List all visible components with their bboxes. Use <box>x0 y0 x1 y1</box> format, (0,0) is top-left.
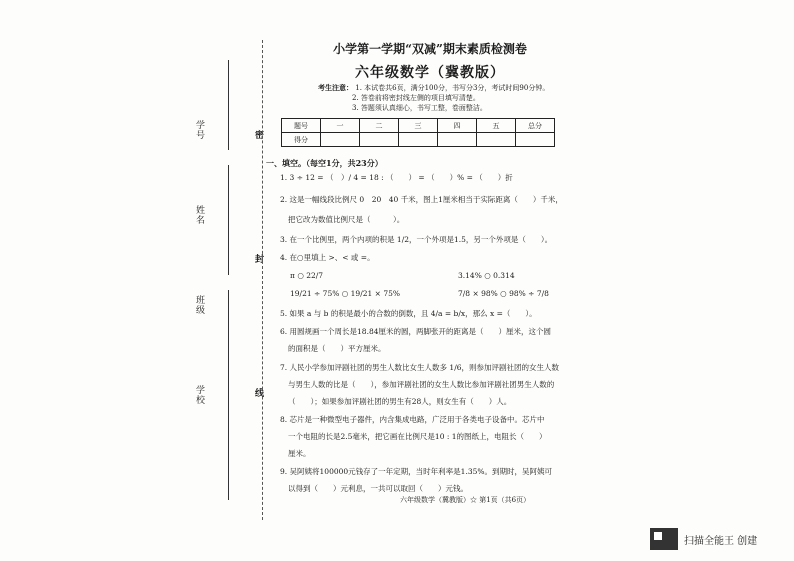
question-2-cont: 把它改为数值比例尺是（ ）。 <box>288 215 405 224</box>
scanner-watermark <box>650 528 757 550</box>
question-2: 2. 这是一幅线段比例尺 0 20 40 千米，图上1厘米相当于实际距离（ ）千米， <box>280 195 563 204</box>
score-input-cell[interactable] <box>321 133 360 147</box>
question-1: 1. 3 ÷ 12 = （ ）/ 4 = 18 : （ ） = （ ）% = （ ）折 <box>280 173 513 182</box>
camscanner-logo-icon <box>650 528 678 550</box>
seal-char-xian: 线 <box>255 389 265 399</box>
score-input-cell[interactable] <box>399 133 438 147</box>
question-4-b: 3.14% ○ 0.314 <box>458 271 515 280</box>
score-cell: 四 <box>438 119 477 133</box>
notice-line: 2. 答卷前将密封线左侧的项目填写清楚。 <box>352 94 480 102</box>
exam-title: 小学第一学期“双减”期末素质检测卷 <box>333 42 527 56</box>
score-input-cell[interactable] <box>516 133 555 147</box>
question-4-c: 19/21 ÷ 75% ○ 19/21 × 75% <box>290 289 400 298</box>
question-9: 9. 吴阿姨将100000元钱存了一年定期，当时年利率是1.35%。到期时，吴阿姨可 <box>280 467 552 476</box>
score-cell: 题号 <box>282 119 321 133</box>
score-input-cell[interactable] <box>438 133 477 147</box>
score-cell: 三 <box>399 119 438 133</box>
side-field-student-id: 学号 <box>194 120 204 140</box>
question-8: 8. 芯片是一种微型电子器件，内含集成电路，广泛用于各类电子设备中。芯片中 <box>280 415 545 424</box>
score-input-cell[interactable] <box>360 133 399 147</box>
question-4: 4. 在○里填上 >、< 或 =。 <box>280 253 375 262</box>
score-input-cell[interactable] <box>477 133 516 147</box>
side-field-school: 学校 <box>194 385 204 405</box>
score-table-score-row <box>282 133 555 147</box>
notice-block <box>318 83 549 113</box>
exam-subtitle: 六年级数学（冀教版） <box>355 65 505 81</box>
question-4-d: 7/8 × 98% ○ 98% ÷ 7/8 <box>458 289 549 298</box>
notice-line: 1. 本试卷共6页，满分100分，书写分3分，考试时间90分钟。 <box>355 84 550 92</box>
question-7-cont: （ ）；如果参加评剧社团的男生有28人，则女生有（ ）人。 <box>288 397 512 406</box>
score-table-header-row <box>282 119 555 133</box>
side-line <box>228 165 229 275</box>
question-8-cont: 一个电阻的长是2.5毫米，把它画在比例尺是10 : 1的图纸上，电阻长（ ） <box>288 432 547 441</box>
question-4-a: π ○ 22/7 <box>290 271 324 280</box>
seal-char-feng: 封 <box>255 255 265 265</box>
score-cell: 得分 <box>282 133 321 147</box>
score-table <box>281 118 555 147</box>
score-cell: 五 <box>477 119 516 133</box>
question-6: 6. 用圆规画一个周长是18.84厘米的圆，两脚张开的距离是（ ）厘米，这个圆 <box>280 327 552 336</box>
question-3: 3. 在一个比例里，两个内项的积是 1/2，一个外项是1.5，另一个外项是（ ）。 <box>280 235 553 244</box>
notice-line: 3. 答题须认真细心，书写工整，卷面整洁。 <box>352 104 487 112</box>
score-cell: 总分 <box>516 119 555 133</box>
question-5: 5. 如果 a 与 b 的积是最小的合数的倒数，且 4/a = b/x，那么 x =（ ）。 <box>280 309 537 318</box>
score-cell: 二 <box>360 119 399 133</box>
side-field-name: 姓名 <box>194 205 204 225</box>
question-9-cont: 以得到（ ）元利息，一共可以取回（ ）元钱。 <box>288 484 468 493</box>
question-8-cont: 厘米。 <box>288 449 311 458</box>
score-cell: 一 <box>321 119 360 133</box>
notice-label: 考生注意： <box>318 83 353 92</box>
question-7-cont: 与男生人数的比是（ ），参加评剧社团的女生人数比参加评剧社团男生人数的 <box>288 380 555 389</box>
question-7: 7. 人民小学参加评剧社团的男生人数比女生人数多 1/6，则参加评剧社团的女生人数 <box>280 363 559 372</box>
section-1-heading: 一、填空。（每空1分，共23分） <box>266 158 383 168</box>
side-line <box>228 60 229 150</box>
side-line <box>228 380 229 500</box>
seal-char-mi: 密 <box>255 131 265 141</box>
page-footer: 六年级数学（冀教版）☆ 第1页（共6页） <box>400 496 531 504</box>
side-field-class: 班级 <box>194 295 204 315</box>
watermark-text: 扫描全能王 创建 <box>684 535 758 547</box>
seal-dashed-line <box>262 40 263 520</box>
question-6-cont: 的面积是（ ）平方厘米。 <box>288 344 386 353</box>
side-line <box>228 290 229 380</box>
